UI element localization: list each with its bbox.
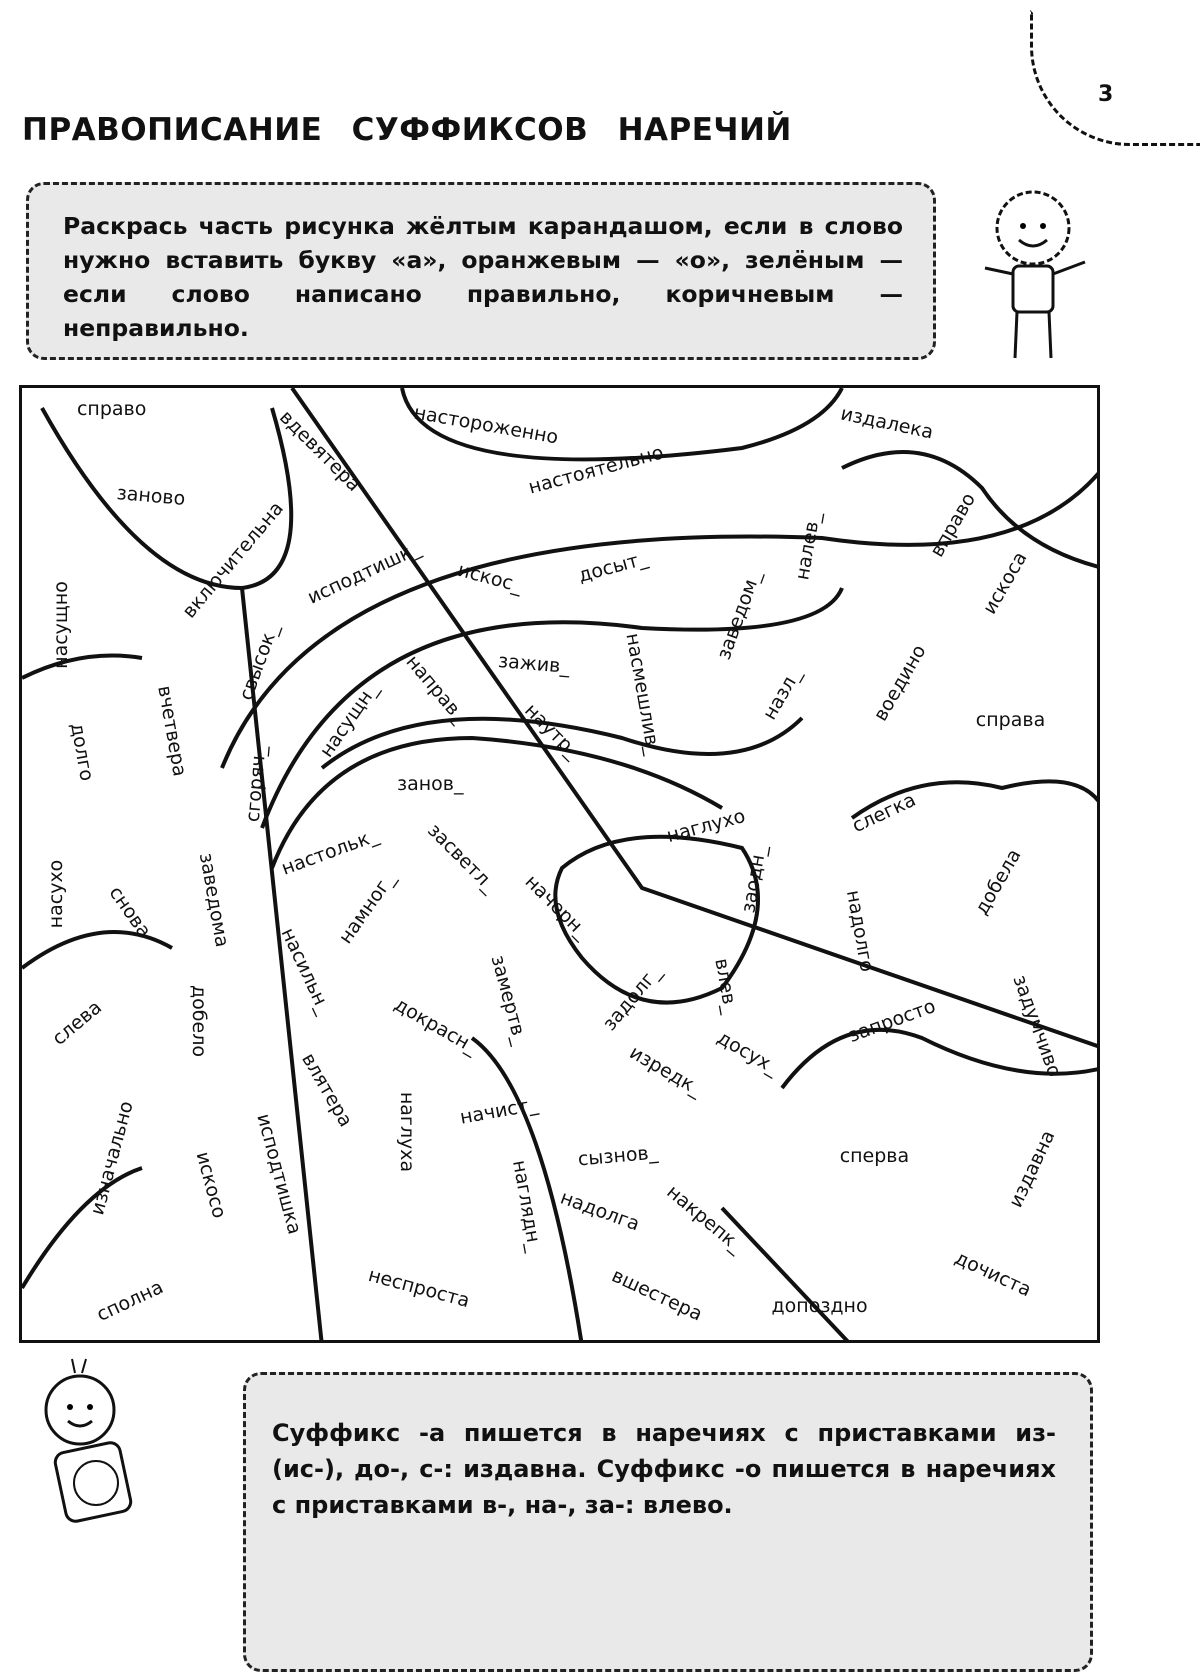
picture-word: наглухо — [663, 804, 748, 847]
picture-word: досыт_ — [575, 547, 650, 588]
picture-word: добело — [188, 985, 211, 1058]
picture-word: насухо — [44, 860, 67, 929]
picture-word: допоздно — [771, 1294, 868, 1317]
instruction-text: Раскрась часть рисунка жёлтым карандашом, если в слово нужно вставить букву «а», оранжевым — «о», зелёным — если слово написано правильно, коричневым — неправильно. — [63, 212, 903, 342]
picture-word: свысок_ — [235, 621, 284, 704]
rule-text: Суффикс -а пишется в наречиях с приставками из- (ис-), до-, с-: издавна. Суффикс -о пишется в наречиях с приставками в-, на-, за-: влево. — [272, 1419, 1056, 1519]
picture-word: изначально — [85, 1098, 138, 1218]
picture-word: задолг_ — [598, 960, 666, 1035]
picture-word: запросто — [845, 995, 939, 1047]
picture-word: насущн_ — [315, 679, 383, 762]
picture-word: неспроста — [365, 1263, 472, 1313]
picture-word: наутр_ — [519, 699, 584, 763]
picture-word: досух_ — [713, 1026, 783, 1080]
picture-word: заведома — [194, 850, 234, 949]
page-number: 3 — [1098, 82, 1114, 107]
picture-word: сперва — [839, 1145, 910, 1168]
picture-word: включительна — [178, 497, 288, 623]
picture-word: слева — [47, 996, 106, 1050]
picture-word: насмешлив_ — [621, 631, 665, 757]
picture-word: занов_ — [397, 772, 464, 795]
picture-word: замертв_ — [486, 952, 532, 1048]
picture-word: насильн_ — [276, 925, 336, 1018]
picture-word: сгоряч_ — [241, 744, 271, 823]
picture-word: исподтишк_ — [303, 536, 424, 609]
picture-word: заново — [115, 481, 186, 510]
picture-word: назл_ — [758, 664, 806, 724]
picture-word: заодн_ — [737, 843, 771, 915]
picture-word: настоятельно — [526, 441, 666, 499]
page-title: ПРАВОПИСАНИЕ СУФФИКСОВ НАРЕЧИЙ — [22, 112, 792, 148]
picture-word: наглядн_ — [508, 1158, 547, 1254]
picture-word: слегка — [848, 789, 920, 838]
picture-word: намног_ — [334, 868, 400, 949]
picture-word: издавна — [1004, 1126, 1060, 1211]
picture-word: зажив_ — [496, 650, 571, 679]
picture-word: вдевятера — [274, 406, 365, 497]
picture-word: искосо — [191, 1148, 231, 1221]
picture-word: вчетвера — [152, 683, 191, 779]
picture-word: справа — [975, 709, 1046, 732]
picture-word: искос_ — [455, 558, 526, 598]
picture-word: докрасн_ — [390, 993, 482, 1059]
picture-word: налев_ — [791, 510, 825, 583]
picture-word: надолго — [841, 888, 878, 974]
picture-word: начист_ — [458, 1093, 540, 1129]
picture-word: заведом_ — [713, 567, 766, 663]
picture-word: сполна — [92, 1275, 167, 1326]
picture-word: насущно — [50, 581, 73, 670]
picture-word: издалека — [838, 402, 936, 444]
picture-word: справо — [76, 398, 147, 421]
instruction-box — [26, 182, 936, 360]
picture-word: направ_ — [401, 650, 470, 727]
picture-word: задумчиво — [1008, 972, 1066, 1081]
picture-word: исподтишка — [252, 1111, 307, 1237]
picture-word: добела — [970, 845, 1026, 919]
picture-word: снова — [104, 882, 156, 943]
girl-illustration — [20, 1355, 150, 1535]
picture-word: вправо — [925, 489, 980, 562]
picture-word: искоса — [978, 548, 1032, 619]
picture-word: влятера — [297, 1048, 357, 1131]
picture-word: настольк_ — [278, 824, 382, 880]
boy-illustration — [975, 178, 1105, 368]
picture-word: воедино — [869, 641, 931, 726]
picture-word: накрепк_ — [661, 1181, 748, 1258]
page-number-decoration — [1030, 10, 1200, 146]
rule-box — [243, 1372, 1093, 1672]
coloring-picture — [19, 385, 1100, 1343]
picture-word: дочиста — [950, 1247, 1035, 1302]
picture-word: сызнов_ — [577, 1141, 660, 1171]
picture-word: изредк_ — [625, 1041, 706, 1101]
picture-word: долго — [66, 721, 99, 783]
picture-word: засветл_ — [423, 818, 501, 897]
picture-word: влев_ — [709, 956, 742, 1016]
picture-word: вшестера — [608, 1264, 706, 1326]
picture-word: начерн_ — [520, 870, 594, 944]
picture-word: настороженно — [412, 401, 561, 449]
picture-word: надолга — [557, 1186, 643, 1236]
picture-word: наглуха — [396, 1091, 419, 1173]
